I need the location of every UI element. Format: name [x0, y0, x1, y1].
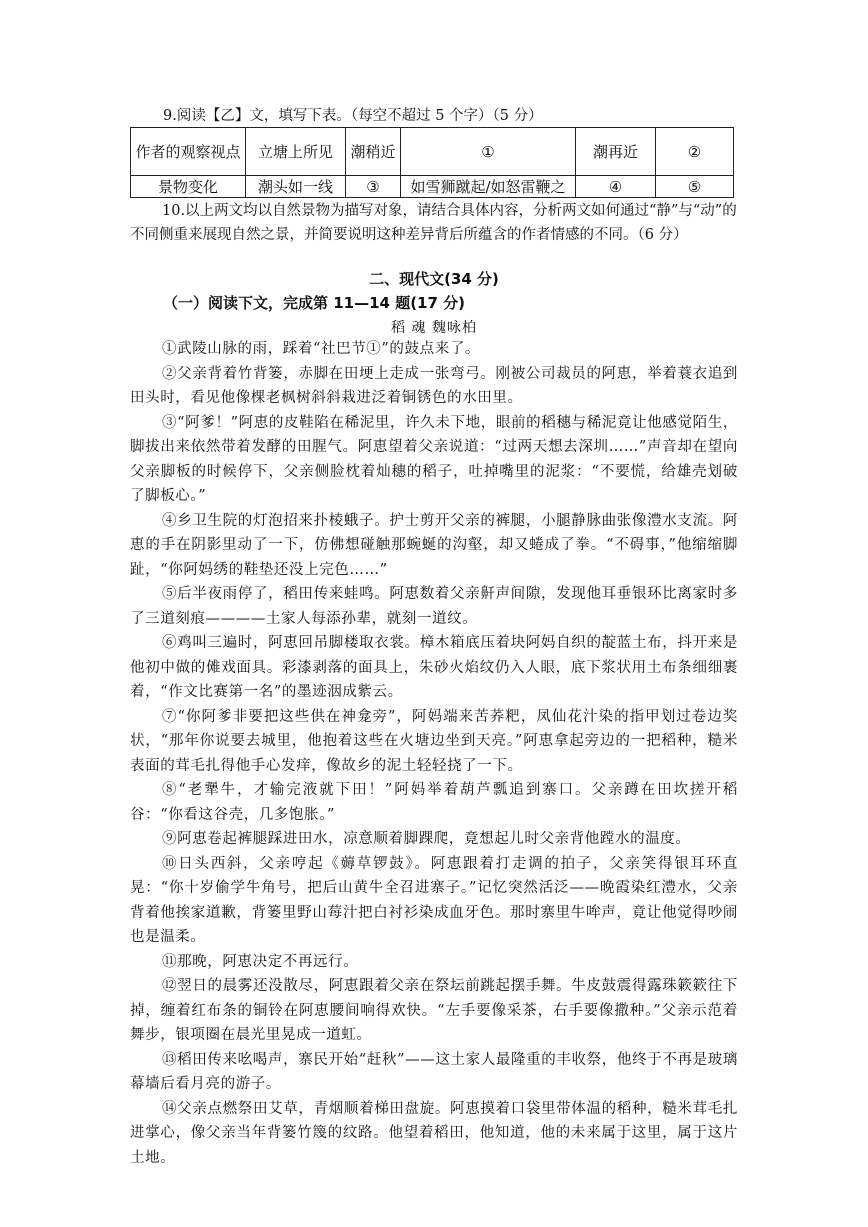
table-row	[131, 176, 734, 198]
table-cell: 潮头如一线	[246, 176, 346, 198]
paragraph: ⑫翌日的晨雾还没散尽，阿恵跟着父亲在祭坛前跳起摆手舞。牛皮鼓震得露珠簌簌往下掉，缠着红布条的铜铃在阿恵腰间响得欢快。“左手要像采茶，右手要像撒种。”父亲示范着舞步，银项圈在晨光里晃成一道虹。	[130, 978, 738, 1043]
paragraph: ⑨阿恵卷起裤腿踩进田水，凉意顺着脚踝爬，竟想起儿时父亲背他蹚水的温度。	[162, 831, 691, 847]
table-cell: ①	[401, 128, 576, 176]
observation-table	[130, 127, 734, 198]
paragraph: ③“阿爹！”阿恵的皮鞋陷在稀泥里，许久未下地，眼前的稻穗与稀泥竟让他感觉陌生，脚拔出来依然带着发酵的田腥气。阿恵望着父亲说道：“过两天想去深圳……”声音却在望向父亲脚板的时候停下，父亲侧脸枕着灿穗的稻子，吐掉嘴里的泥浆：“不要慌，给雄壳划破了脚板心。”	[130, 414, 738, 504]
table-cell: ②	[656, 128, 734, 176]
question-10: 10.以上两文均以自然景物为描写对象，请结合具体内容，分析两文如何通过“静”与“动”的不同侧重来展现自然之景，并简要说明这种差异背后所蕴含的作者情感的不同。（6 分）	[130, 203, 737, 243]
table-cell: 潮稍近	[346, 128, 401, 176]
paragraph: ④乡卫生院的灯泡招来扑棱蛾子。护士剪开父亲的裤腿，小腿静脉曲张像澧水支流。阿恵的手在阴影里动了一下，仿佛想碰触那蜿蜒的沟壑，却又蜷成了拳。“不碍事，”他缩缩脚趾，“你阿妈绣的鞋垫还没上完色……”	[130, 512, 738, 578]
section-title: 二、现代文(34 分)	[369, 270, 499, 288]
table-row	[131, 128, 734, 176]
table-cell: 立塘上所见	[246, 128, 346, 176]
table-cell: ⑤	[656, 176, 734, 198]
table-cell: ④	[576, 176, 656, 198]
table-cell: 潮再近	[576, 128, 656, 176]
paragraph: ⑪那晚，阿恵决定不再远行。	[162, 953, 359, 970]
table-cell: 如雪狮蹴起/如怒雷鞭之	[401, 176, 576, 198]
article-body	[130, 337, 738, 1170]
paragraph: ⑦“你阿爹非要把这些供在神龛旁”，阿妈端来苦荞粑，凤仙花汁染的指甲划过卷边奖状，“那年你说要去城里，他抱着这些在火塘边坐到天亮。”阿恵拿起旁边的一把稻种，糙米表面的茸毛扎得他手心发痒，像故乡的泥土轻轻挠了一下。	[130, 708, 738, 774]
article-title: 稻 魂 魏咏柏	[391, 320, 477, 336]
paragraph: ①武陵山脉的雨，踩着“社巴节①”的鼓点来了。	[162, 341, 481, 357]
paragraph: ⑬稻田传来吆喝声，寨民开始“赶秋”——这土家人最隆重的丰收祭，他终于不再是玻璃幕墙后看月亮的游子。	[130, 1051, 738, 1092]
table-cell: ③	[346, 176, 401, 198]
paragraph: ⑭父亲点燃祭田艾草，青烟顺着梯田盘旋。阿恵摸着口袋里带体温的稻种，糙米茸毛扎进掌心，像父亲当年背篓竹篾的纹路。他望着稻田，他知道，他的未来属于这里，属于这片土地。	[130, 1100, 738, 1166]
subsection-title: （一）阅读下文，完成第 11—14 题(17 分)	[163, 294, 466, 312]
paragraph: ⑩日头西斜，父亲哼起《薅草锣鼓》。阿恵跟着打走调的拍子，父亲笑得银耳环直晃：“你十岁偷学牛角号，把后山黄牛全召进寨子。”记忆突然活泛——晚霞染红澧水，父亲背着他挨家道歉，背篓里野山莓汁把白衬衫染成血牙色。那时寨里牛哞声，竟让他觉得吵闹也是温柔。	[130, 855, 738, 945]
paragraph: ⑤后半夜雨停了，稻田传来蛙鸣。阿恵数着父亲鼾声间隙，发现他耳垂银环比离家时多了三道刻痕————土家人每添孙辈，就刻一道纹。	[130, 586, 738, 627]
paragraph: ⑥鸡叫三遍时，阿恵回吊脚楼取衣裳。樟木箱底压着块阿妈自织的靛蓝土布，抖开来是他初中做的傩戏面具。彩漆剥落的面具上，朱砂火焰纹仍入人眼，底下浆状用土布条细细裹着，“作文比赛第一名”的墨迹洇成紫云。	[130, 635, 738, 700]
paragraph: ⑧“老犟牛，才输完液就下田！”阿妈举着葫芦瓢追到寨口。父亲蹲在田坎搓开稻谷：“你看这谷壳，几多饱胀。”	[130, 782, 738, 823]
paragraph: ②父亲背着竹背篓，赤脚在田埂上走成一张弯弓。刚被公司裁员的阿恵，举着蓑衣追到田头时，看见他像棵老枫树斜斜栽进泛着铜锈色的水田里。	[130, 365, 738, 406]
question-9: 9.阅读【乙】文，填写下表。（每空不超过 5 个字）（5 分）	[163, 108, 543, 124]
table-cell: 作者的观察视点	[131, 128, 246, 176]
table-cell: 景物变化	[131, 176, 246, 198]
